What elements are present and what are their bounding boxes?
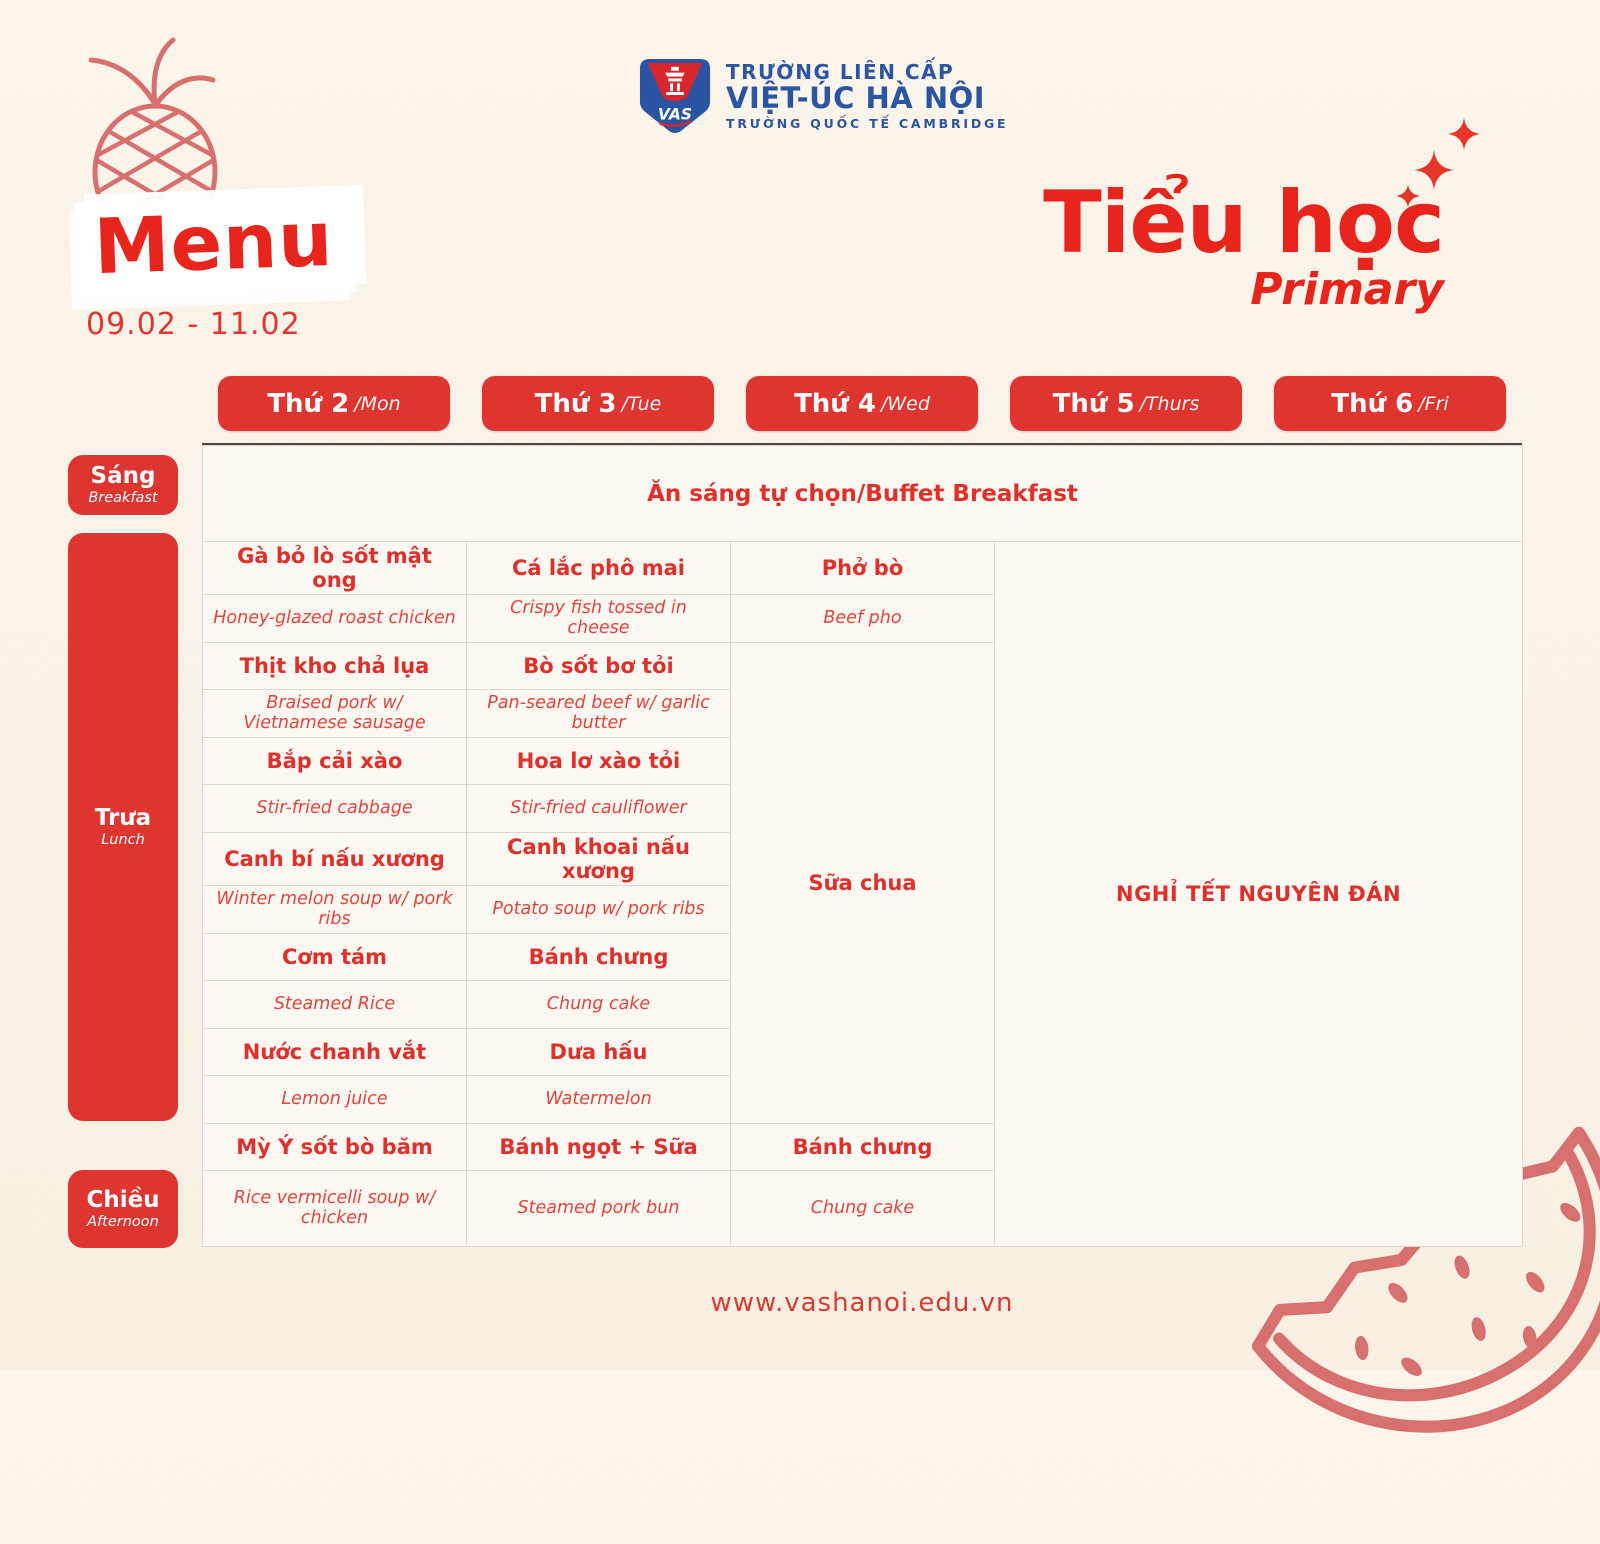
meal-label-vi: Chiều (86, 1187, 160, 1214)
menu-cell: Steamed pork bun (467, 1171, 731, 1247)
menu-cell: Chung cake (467, 981, 731, 1029)
menu-cell: Chung cake (731, 1171, 995, 1247)
menu-cell: Bắp cải xào (203, 738, 467, 785)
menu-cell: Crispy fish tossed in cheese (467, 595, 731, 643)
day-label-vi: Thứ 3 (534, 388, 617, 419)
menu-cell: Mỳ Ý sốt bò băm (203, 1124, 467, 1171)
logo-badge-text: VAS (657, 105, 693, 124)
day-label-en: /Thurs (1139, 392, 1200, 415)
menu-cell: Steamed Rice (203, 981, 467, 1029)
menu-cell: Potato soup w/ pork ribs (467, 886, 731, 934)
day-header-wed (746, 376, 978, 431)
school-logo (638, 56, 1008, 136)
menu-cell: Bánh chưng (731, 1124, 995, 1171)
menu-cell: Canh bí nấu xương (203, 833, 467, 886)
menu-cell: Stir-fried cabbage (203, 785, 467, 833)
menu-cell: Bánh ngọt + Sữa (467, 1124, 731, 1171)
meal-label-breakfast (68, 455, 178, 515)
day-header-thu (1010, 376, 1242, 431)
menu-cell: Watermelon (467, 1076, 731, 1124)
day-label-vi: Thứ 6 (1331, 388, 1414, 419)
menu-cell: Dưa hấu (467, 1029, 731, 1076)
menu-cell: Stir-fried cauliflower (467, 785, 731, 833)
menu-cell: Cá lắc phô mai (467, 542, 731, 595)
menu-cell: Thịt kho chả lụa (203, 643, 467, 690)
menu-table (202, 445, 1523, 1247)
level-title-en: Primary (1250, 264, 1444, 316)
menu-title: Menu (92, 193, 335, 292)
meal-label-vi: Trưa (94, 805, 152, 832)
day-label-vi: Thứ 2 (267, 388, 350, 419)
logo-line2: VIỆT-ÚC HÀ NỘI (726, 80, 986, 115)
menu-cell: Bánh chưng (467, 934, 731, 981)
day-label-en: /Mon (354, 392, 401, 415)
logo-line3: TRƯỜNG QUỐC TẾ CAMBRIDGE (726, 115, 1009, 131)
date-range: 09.02 - 11.02 (86, 307, 301, 342)
menu-cell: Honey-glazed roast chicken (203, 595, 467, 643)
day-label-vi: Thứ 4 (794, 388, 876, 419)
day-header-tue (482, 376, 714, 431)
day-label-en: /Fri (1418, 392, 1449, 415)
menu-cell: Rice vermicelli soup w/ chicken (203, 1171, 467, 1247)
day-label-en: /Tue (621, 392, 662, 415)
menu-cell: Pan-seared beef w/ garlic butter (467, 690, 731, 738)
breakfast-cell: Ăn sáng tự chọn/Buffet Breakfast (203, 446, 1523, 542)
menu-cell: Canh khoai nấu xương (467, 833, 731, 886)
menu-cell: Phở bò (731, 542, 995, 595)
meal-label-en: Breakfast (88, 489, 158, 506)
menu-cell: Lemon juice (203, 1076, 467, 1124)
meal-label-en: Lunch (101, 831, 145, 848)
day-header-fri (1274, 376, 1506, 431)
day-header-row (202, 376, 1522, 431)
logo-line1: TRƯỜNG LIÊN CẤP (726, 60, 955, 85)
level-title-vi: Tiểu học (1043, 173, 1444, 273)
holiday-cell: NGHỈ TẾT NGUYÊN ĐÁN (995, 542, 1523, 1247)
menu-cell: Nước chanh vắt (203, 1029, 467, 1076)
menu-title-block (76, 193, 355, 342)
menu-cell: Bò sốt bơ tỏi (467, 643, 731, 690)
menu-cell: Cơm tám (203, 934, 467, 981)
day-label-vi: Thứ 5 (1052, 388, 1135, 419)
day-label-en: /Wed (880, 392, 930, 415)
menu-cell: Gà bỏ lò sốt mật ong (203, 542, 467, 595)
meal-label-lunch (68, 533, 178, 1121)
menu-cell: Hoa lơ xào tỏi (467, 738, 731, 785)
level-title-block (1043, 173, 1444, 316)
day-header-mon (218, 376, 450, 431)
menu-cell: Winter melon soup w/ pork ribs (203, 886, 467, 934)
meal-label-vi: Sáng (90, 463, 156, 490)
meal-label-afternoon (68, 1170, 178, 1248)
wed-lunch-merged-cell: Sữa chua (731, 643, 995, 1124)
school-logo-shield-icon (638, 56, 712, 136)
meal-label-en: Afternoon (87, 1213, 159, 1230)
menu-cell: Braised pork w/ Vietnamese sausage (203, 690, 467, 738)
footer-url: www.vashanoi.edu.vn (710, 1288, 1014, 1318)
menu-cell: Beef pho (731, 595, 995, 643)
